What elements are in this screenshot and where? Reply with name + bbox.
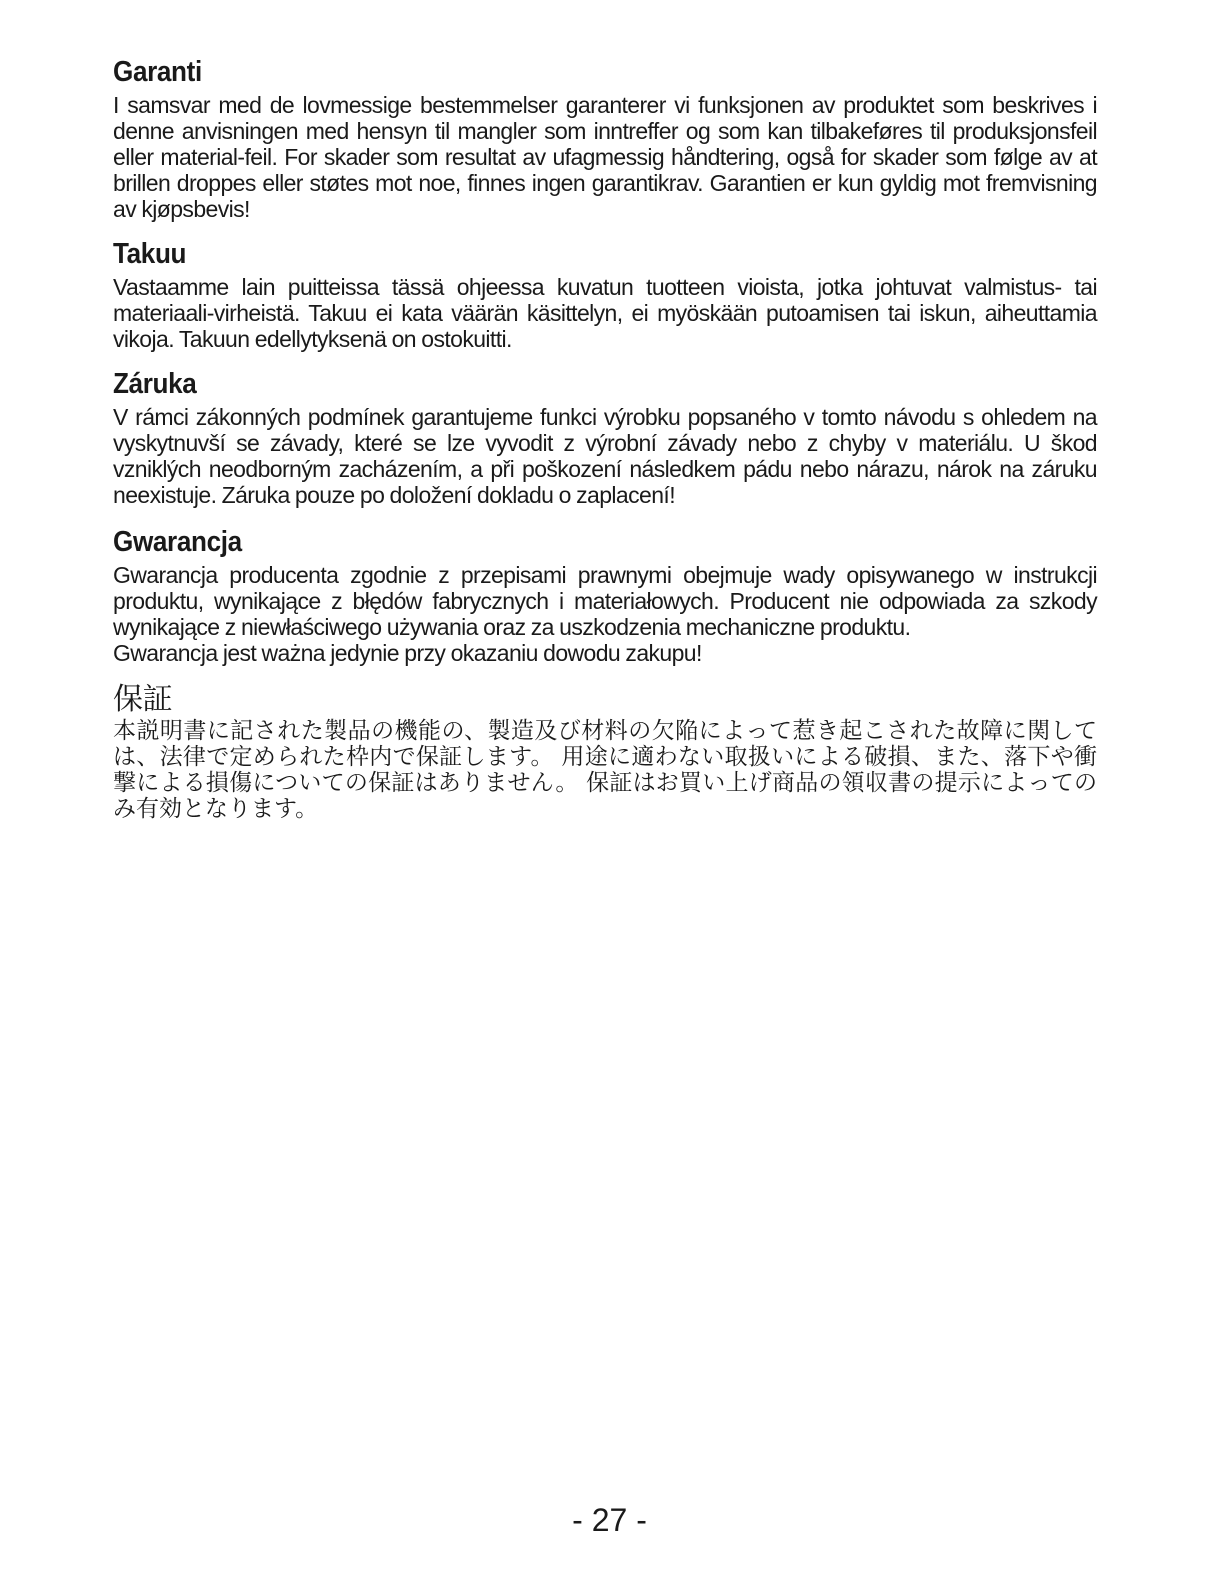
section-heading: Takuu [113, 238, 187, 270]
section-body [113, 718, 1097, 822]
section-body [113, 274, 1097, 352]
section-heading: Záruka [113, 368, 197, 400]
section-heading: Garanti [113, 56, 202, 88]
page-number: - 27 - [572, 1502, 647, 1538]
section-body [113, 404, 1097, 508]
section-finnish-warranty [113, 234, 1097, 352]
section-norwegian-warranty [113, 52, 1097, 222]
paragraph: I samsvar med de lovmessige bestemmelser garanterer vi funksjonen av produktet som beskrives i denne anvisningen med hensyn til mangler som inntreffer og som kan tilbakeføres til produksjonsfeil eller material-feil. For skader som resultat av ufagmessig håndtering, også for skader som følge av at brillen droppes eller støtes mot noe, finnes ingen garantikrav. Garantien er kun gyldig mot fremvisning av kjøpsbevis! [113, 92, 1097, 222]
section-heading: 保証 [113, 682, 173, 717]
paragraph: V rámci zákonných podmínek garantujeme funkci výrobku popsaného v tomto návodu s ohledem na vyskytnuvší se závady, které se lze vyvodit z výrobní závady nebo z chyby v materiálu. U škod vzniklých neodborným zacházením, a při poškození následkem pádu nebo nárazu, nárok na záruku neexistuje. Záruka pouze po doložení dokladu o zaplacení! [113, 404, 1097, 508]
document-page [113, 52, 1097, 822]
section-heading: Gwarancja [113, 526, 242, 558]
section-body [113, 92, 1097, 222]
paragraph: Gwarancja producenta zgodnie z przepisami prawnymi obejmuje wady opisywanego w instrukcji produktu, wynikające z błędów fabrycznych i materiałowych. Producent nie odpowiada za szkody wynikające z niewłaściwego używania oraz za uszkodzenia mechaniczne produktu. [113, 562, 1097, 640]
paragraph: 本説明書に記された製品の機能の、製造及び材料の欠陥によって惹き起こされた故障に関しては、法律で定められた枠内で保証します。 用途に適わない取扱いによる破損、また、落下や衝撃による損傷についての保証はありません。 保証はお買い上げ商品の領収書の提示によってのみ有効となります。 [113, 718, 1097, 822]
section-polish-warranty [113, 522, 1097, 666]
paragraph: Gwarancja jest ważna jedynie przy okazaniu dowodu zakupu! [113, 640, 702, 666]
paragraph: Vastaamme lain puitteissa tässä ohjeessa kuvatun tuotteen vioista, jotka johtuvat valmistus- tai materiaali-virheistä. Takuu ei kata väärän käsittelyn, ei myöskään putoamisen tai iskun, aiheuttamia vikoja. Takuun edellytyksenä on ostokuitti. [113, 274, 1097, 352]
section-japanese-warranty [113, 682, 1097, 822]
section-body [113, 562, 1097, 666]
section-czech-warranty [113, 364, 1097, 508]
